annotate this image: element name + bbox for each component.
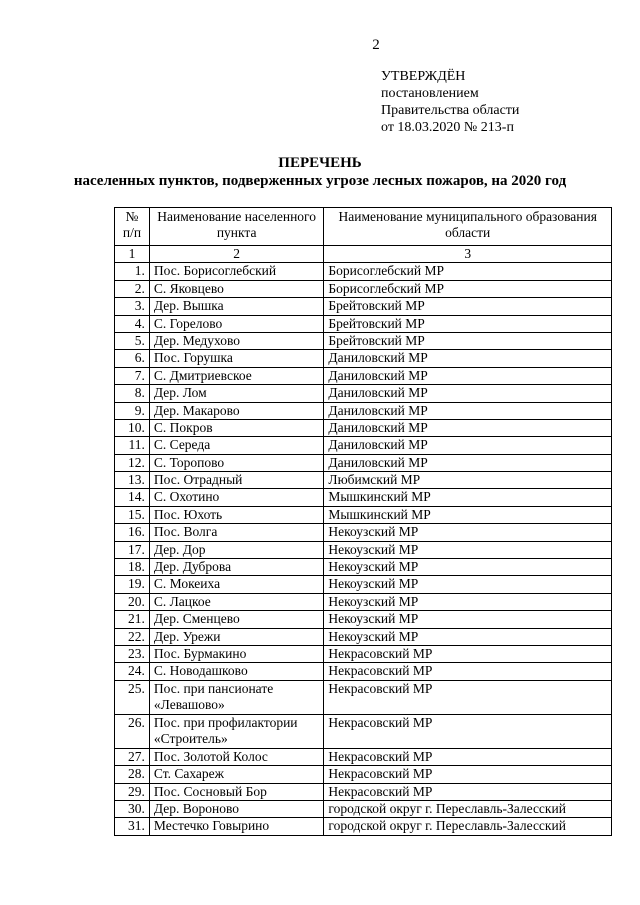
row-settlement: Дер. Медухово — [149, 332, 324, 349]
row-municipality: Некрасовский МР — [324, 714, 612, 748]
row-number: 25. — [115, 680, 150, 714]
row-number: 11. — [115, 437, 150, 454]
row-number: 17. — [115, 541, 150, 558]
settlements-table — [114, 207, 612, 836]
row-municipality: городской округ г. Переславль-Залесский — [324, 818, 612, 835]
row-municipality: Некоузский МР — [324, 559, 612, 576]
row-number: 31. — [115, 818, 150, 835]
column-number-row — [115, 246, 612, 263]
row-settlement: Ст. Сахареж — [149, 766, 324, 783]
row-number: 13. — [115, 472, 150, 489]
row-settlement: Дер. Макарово — [149, 402, 324, 419]
table-row — [115, 454, 612, 471]
row-municipality: Любимский МР — [324, 472, 612, 489]
table-row — [115, 350, 612, 367]
table-row — [115, 280, 612, 297]
table-row — [115, 766, 612, 783]
table-row — [115, 714, 612, 748]
row-settlement: Пос. Золотой Колос — [149, 748, 324, 765]
row-number: 19. — [115, 576, 150, 593]
row-municipality: Даниловский МР — [324, 402, 612, 419]
row-municipality: Брейтовский МР — [324, 298, 612, 315]
row-number: 28. — [115, 766, 150, 783]
table-row — [115, 524, 612, 541]
row-settlement: С. Дмитриевское — [149, 367, 324, 384]
row-municipality: Некоузский МР — [324, 541, 612, 558]
row-municipality: Некрасовский МР — [324, 748, 612, 765]
row-municipality: Некрасовский МР — [324, 766, 612, 783]
table-row — [115, 783, 612, 800]
table-row — [115, 385, 612, 402]
table-row — [115, 332, 612, 349]
row-settlement: С. Середа — [149, 437, 324, 454]
row-settlement: С. Торопово — [149, 454, 324, 471]
table-row — [115, 645, 612, 662]
row-number: 10. — [115, 419, 150, 436]
row-municipality: Даниловский МР — [324, 350, 612, 367]
row-number: 22. — [115, 628, 150, 645]
row-number: 29. — [115, 783, 150, 800]
row-municipality: Борисоглебский МР — [324, 263, 612, 280]
row-number: 9. — [115, 402, 150, 419]
row-settlement: С. Новодашково — [149, 663, 324, 680]
row-municipality: Даниловский МР — [324, 385, 612, 402]
row-settlement: С. Покров — [149, 419, 324, 436]
row-settlement: С. Яковцево — [149, 280, 324, 297]
row-municipality: Мышкинский МР — [324, 489, 612, 506]
approval-line-2: постановлением — [381, 86, 479, 101]
table-row — [115, 541, 612, 558]
row-settlement: Пос. Юхоть — [149, 506, 324, 523]
row-municipality: Даниловский МР — [324, 437, 612, 454]
approval-line-1: УТВЕРЖДЁН — [381, 69, 466, 84]
table-row — [115, 367, 612, 384]
table-header-row — [115, 208, 612, 246]
column-number-3: 3 — [324, 246, 612, 263]
row-settlement: Дер. Сменцево — [149, 611, 324, 628]
row-settlement: Пос. Отрадный — [149, 472, 324, 489]
row-number: 2. — [115, 280, 150, 297]
row-number: 26. — [115, 714, 150, 748]
row-municipality: Даниловский МР — [324, 419, 612, 436]
row-settlement: С. Лацкое — [149, 593, 324, 610]
row-settlement: Пос. Бурмакино — [149, 645, 324, 662]
table-row — [115, 748, 612, 765]
row-municipality: городской округ г. Переславль-Залесский — [324, 800, 612, 817]
page-number: 2 — [372, 37, 380, 53]
row-settlement: Пос. при профилактории «Строитель» — [149, 714, 324, 748]
table-row — [115, 576, 612, 593]
row-number: 18. — [115, 559, 150, 576]
row-settlement: Местечко Говырино — [149, 818, 324, 835]
row-municipality: Некоузский МР — [324, 611, 612, 628]
table-row — [115, 472, 612, 489]
approval-stamp — [381, 68, 631, 136]
row-settlement: Пос. Борисоглебский — [149, 263, 324, 280]
row-municipality: Некрасовский МР — [324, 663, 612, 680]
table-row — [115, 402, 612, 419]
row-number: 7. — [115, 367, 150, 384]
row-number: 4. — [115, 315, 150, 332]
row-number: 15. — [115, 506, 150, 523]
header-num: № п/п — [115, 208, 150, 246]
table-row — [115, 663, 612, 680]
row-settlement: Дер. Вышка — [149, 298, 324, 315]
row-number: 1. — [115, 263, 150, 280]
row-settlement: С. Охотино — [149, 489, 324, 506]
table-row — [115, 611, 612, 628]
row-number: 24. — [115, 663, 150, 680]
row-number: 8. — [115, 385, 150, 402]
header-municipality: Наименование муниципального образования области — [324, 208, 612, 246]
table-row — [115, 263, 612, 280]
row-number: 5. — [115, 332, 150, 349]
row-number: 12. — [115, 454, 150, 471]
row-settlement: С. Горелово — [149, 315, 324, 332]
row-number: 3. — [115, 298, 150, 315]
row-number: 16. — [115, 524, 150, 541]
row-municipality: Брейтовский МР — [324, 315, 612, 332]
row-settlement: Пос. Сосновый Бор — [149, 783, 324, 800]
row-municipality: Некрасовский МР — [324, 680, 612, 714]
table-row — [115, 419, 612, 436]
document-title: ПЕРЕЧЕНЬ — [278, 155, 362, 171]
table-row — [115, 800, 612, 817]
row-number: 20. — [115, 593, 150, 610]
row-number: 27. — [115, 748, 150, 765]
table-body — [115, 208, 612, 836]
row-number: 23. — [115, 645, 150, 662]
column-number-1: 1 — [115, 246, 150, 263]
table-row — [115, 628, 612, 645]
row-settlement: Дер. Урежи — [149, 628, 324, 645]
row-municipality: Некрасовский МР — [324, 783, 612, 800]
row-number: 21. — [115, 611, 150, 628]
table-row — [115, 680, 612, 714]
row-settlement: Пос. при пансионате «Левашово» — [149, 680, 324, 714]
row-number: 30. — [115, 800, 150, 817]
table-row — [115, 315, 612, 332]
row-settlement: Дер. Вороново — [149, 800, 324, 817]
row-number: 14. — [115, 489, 150, 506]
row-municipality: Некоузский МР — [324, 593, 612, 610]
document-subtitle: населенных пунктов, подверженных угрозе лесных пожаров, на 2020 год — [73, 173, 567, 189]
row-settlement: Дер. Дор — [149, 541, 324, 558]
row-settlement: С. Мокеиха — [149, 576, 324, 593]
row-municipality: Мышкинский МР — [324, 506, 612, 523]
table-row — [115, 818, 612, 835]
table-row — [115, 489, 612, 506]
row-settlement: Дер. Лом — [149, 385, 324, 402]
row-settlement: Дер. Дуброва — [149, 559, 324, 576]
table-row — [115, 559, 612, 576]
header-settlement: Наименование населенного пункта — [149, 208, 324, 246]
row-municipality: Некоузский МР — [324, 576, 612, 593]
approval-line-4: от 18.03.2020 № 213-п — [381, 120, 514, 135]
row-municipality: Некоузский МР — [324, 524, 612, 541]
row-municipality: Брейтовский МР — [324, 332, 612, 349]
row-municipality: Даниловский МР — [324, 367, 612, 384]
table-row — [115, 298, 612, 315]
approval-line-3: Правительства области — [381, 103, 520, 118]
row-settlement: Пос. Волга — [149, 524, 324, 541]
row-number: 6. — [115, 350, 150, 367]
row-municipality: Даниловский МР — [324, 454, 612, 471]
table-row — [115, 437, 612, 454]
row-municipality: Некоузский МР — [324, 628, 612, 645]
row-municipality: Борисоглебский МР — [324, 280, 612, 297]
row-municipality: Некрасовский МР — [324, 645, 612, 662]
table-row — [115, 506, 612, 523]
column-number-2: 2 — [149, 246, 324, 263]
table-row — [115, 593, 612, 610]
row-settlement: Пос. Горушка — [149, 350, 324, 367]
